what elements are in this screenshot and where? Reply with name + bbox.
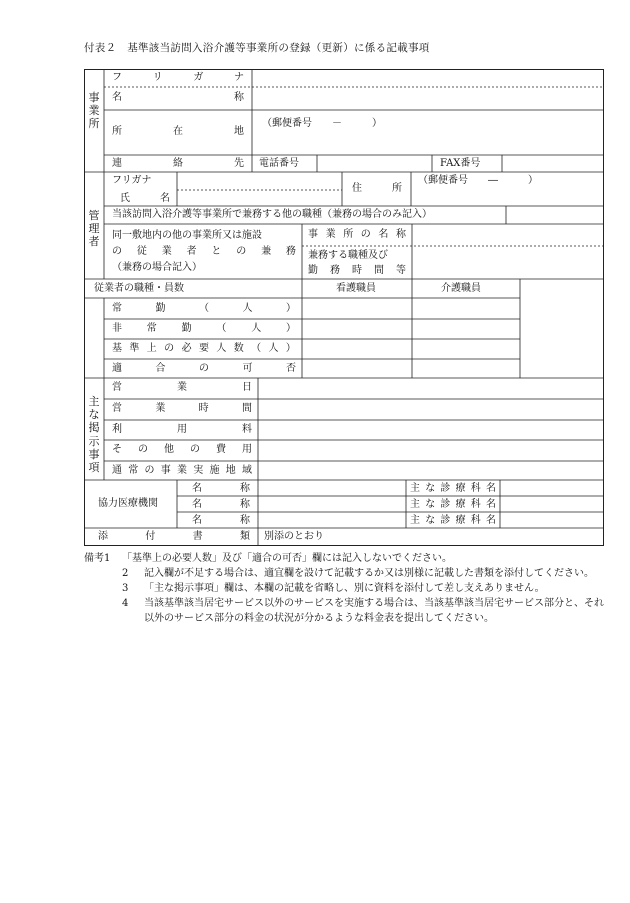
remark-3: 「主な掲示事項」欄は、本欄の記載を省略し、別に資料を添付して差し支えありません。 <box>144 583 545 594</box>
notice-other-costs: そ の 他 の 費 用 <box>112 444 252 455</box>
office-name-label: 名 称 <box>112 92 244 103</box>
remark-4: 当該基準該当居宅サービス以外のサービスを実施する場合は、当該基準該当居宅サービス部分と、それ以外のサービス部分の料金の状況が分かるような料金表を提出してください。 <box>144 598 604 624</box>
manager-section-label: 管理者 <box>88 209 100 249</box>
staff-header: 従業者の職種・員数 <box>94 283 184 294</box>
notice-usage-fee: 利 用 料 <box>112 424 252 435</box>
medical-dept-label-3: 主 な 診 療 科 名 <box>410 515 496 526</box>
office-phone-label: 電話番号 <box>259 158 299 169</box>
notice-service-area: 通 常 の 事 業 実 施 地 域 <box>112 465 252 476</box>
manager-postal-code: （郵便番号 ― ） <box>418 175 538 186</box>
facility-duty-label-line1: 兼務する職種及び <box>308 250 388 261</box>
remark-2-num: 2 <box>122 568 129 579</box>
remark-3-num: 3 <box>122 583 129 594</box>
remarks-label: 備考1 <box>84 553 111 564</box>
office-fax-label: FAX番号 <box>440 158 481 169</box>
staff-row-parttime: 非 常 勤 （ 人 ） <box>112 323 296 334</box>
office-section-label: 事業所 <box>88 91 100 131</box>
facility-label-line2: の 従 業 者 と の 兼 務 <box>112 246 296 257</box>
remark-2: 記入欄が不足する場合は、適宜欄を設けて記載するか又は別様に記載した書類を添付してください。 <box>144 568 594 579</box>
office-postal-code: （郵便番号 － ） <box>262 118 382 129</box>
medical-name-label-1: 名 称 <box>192 483 250 494</box>
medical-dept-label-2: 主 な 診 療 科 名 <box>410 499 496 510</box>
notice-business-hours: 営 業 時 間 <box>112 403 252 414</box>
staff-row-compliance: 適 合 の 可 否 <box>112 363 296 374</box>
manager-furigana-label: フリガナ <box>112 175 152 186</box>
facility-label-line3: （兼務の場合記入） <box>112 262 202 273</box>
manager-address-label: 住 所 <box>352 183 402 194</box>
manager-name-label: 氏 名 <box>120 193 170 204</box>
staff-row-fulltime: 常 勤 （ 人 ） <box>112 303 296 314</box>
office-contact-label: 連 絡 先 <box>112 158 244 169</box>
staff-row-required: 基 準 上 の 必 要 人 数 （ 人 ） <box>112 343 296 354</box>
attachment-value: 別添のとおり <box>264 531 324 542</box>
care-header: 介護職員 <box>441 283 481 294</box>
manager-other-duty-label: 当該訪問入浴介護等事業所で兼務する他の職種（兼務の場合のみ記入） <box>112 209 432 220</box>
medical-section-label: 協力医療機関 <box>98 498 158 509</box>
remark-1: 「基準上の必要人数」及び「適合の可否」欄には記入しないでください。 <box>122 553 452 564</box>
page-title: 付表２ 基準該当訪問入浴介護等事業所の登録（更新）に係る記載事項 <box>84 42 430 54</box>
notice-business-days: 営 業 日 <box>112 382 252 393</box>
facility-duty-label-line2: 勤 務 時 間 等 <box>308 265 406 276</box>
medical-name-label-2: 名 称 <box>192 499 250 510</box>
remarks <box>84 551 612 626</box>
remark-4-num: 4 <box>122 598 129 609</box>
attachment-label: 添 付 書 類 <box>98 531 250 542</box>
registration-form <box>84 69 604 546</box>
medical-name-label-3: 名 称 <box>192 515 250 526</box>
nurse-header: 看護職員 <box>336 283 376 294</box>
medical-dept-label-1: 主 な 診 療 科 名 <box>410 483 496 494</box>
facility-name-label: 事 業 所 の 名 称 <box>308 229 406 240</box>
facility-label-line1: 同一敷地内の他の事業所又は施設 <box>112 230 262 241</box>
office-address-label: 所 在 地 <box>112 126 244 137</box>
office-furigana-label: フ リ ガ ナ <box>112 72 244 83</box>
notices-section-label: 主な掲示事項 <box>88 395 100 474</box>
